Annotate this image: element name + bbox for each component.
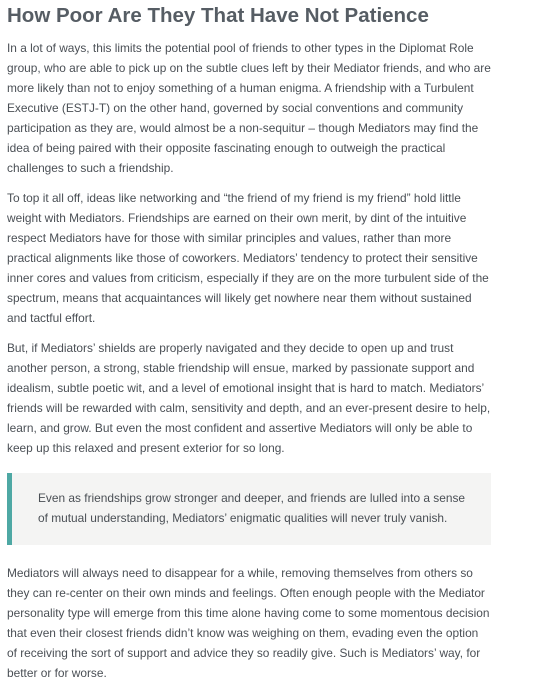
pull-quote: Even as friendships grow stronger and deeper, and friends are lulled into a sense of mutual understanding, Mediators’ enigmatic qualities will never truly vanish. <box>7 473 491 545</box>
article-title: How Poor Are They That Have Not Patience <box>7 4 429 27</box>
closing-paragraph: Mediators will always need to disappear for a while, removing themselves from others so they can re-center on their own minds and feelings. Often enough people with the Mediator personality type will emerge from this time alone having come to some momentous decision that even their closest friends didn’t know was weighing on them, evading even the option of receiving the sort of support and advice they so readily give. Such is Mediators’ way, for better or for worse. <box>7 566 490 680</box>
article <box>7 0 491 683</box>
paragraph-1: In a lot of ways, this limits the potential pool of friends to other types in the Diplomat Role group, who are able to pick up on the subtle clues left by their Mediator friends, and who are more likely than not to enjoy something of a human enigma. A friendship with a Turbulent Executive (ESTJ-T) on the other hand, governed by social conventions and community participation as they are, would almost be a non-sequitur – though Mediators may find the idea of being paired with their opposite fascinating enough to outweigh the practical challenges to such a friendship. <box>7 41 491 175</box>
paragraph-3: But, if Mediators’ shields are properly navigated and they decide to open up and trust another person, a strong, stable friendship will ensue, marked by passionate support and idealism, subtle poetic wit, and a level of emotional insight that is hard to match. Mediators’ friends will be rewarded with calm, sensitivity and depth, and an ever-present desire to help, learn, and grow. But even the most confident and assertive Mediators will only be able to keep up this relaxed and present exterior for so long. <box>7 341 491 455</box>
paragraph-2: To top it all off, ideas like networking and “the friend of my friend is my friend” hold little weight with Mediators. Friendships are earned on their own merit, by dint of the intuitive respect Mediators have for those with similar principles and values, rather than more practical alignments like those of coworkers. Mediators’ tendency to protect their sensitive inner cores and values from criticism, especially if they are on the more turbulent side of the spectrum, means that acquaintances will likely get nowhere near them without sustained and tactful effort. <box>7 191 489 325</box>
